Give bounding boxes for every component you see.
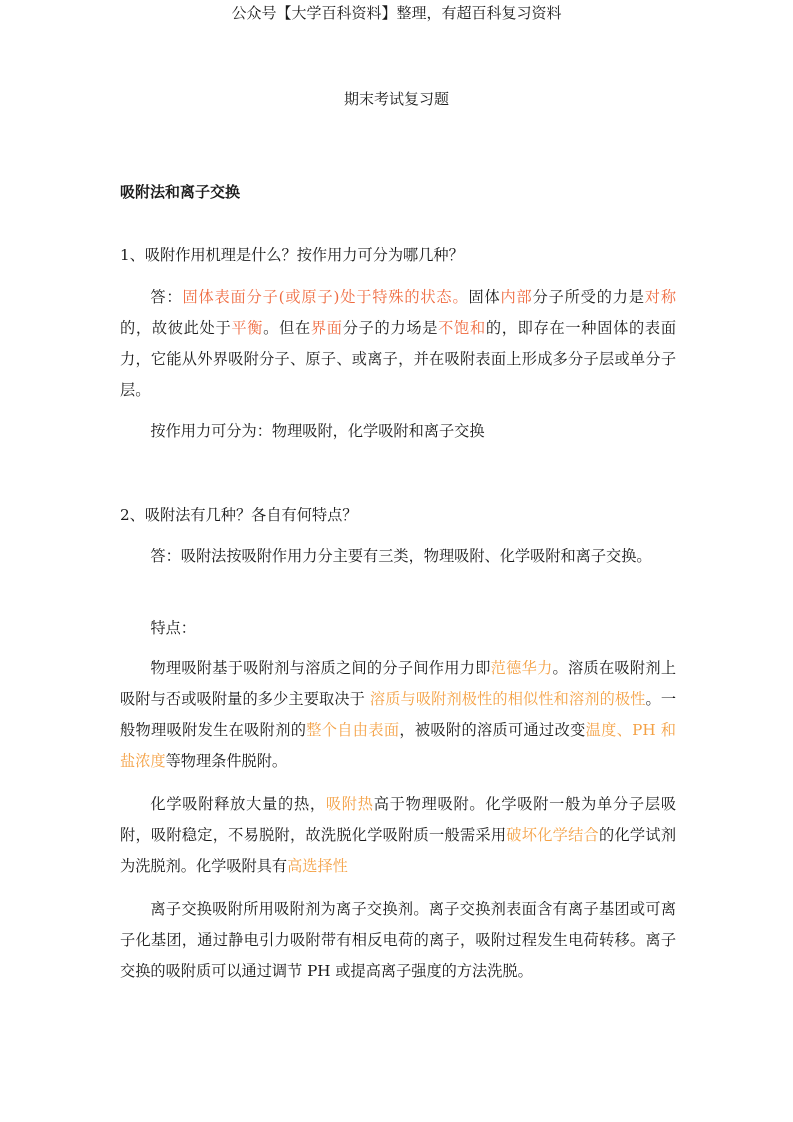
text-run: 2、吸附法有几种？各自有何特点？: [120, 506, 358, 524]
block-chemical-adsorption: [120, 789, 676, 882]
text-run: 。一般物理吸附发生在吸附剂的: [120, 690, 677, 739]
text-run: 高于物理吸附。化学吸附一般为单分子层吸附，吸附稳定，不易脱附，故洗脱化学吸附质一般需采用: [120, 795, 677, 844]
paragraph: [120, 541, 676, 572]
question: [120, 240, 676, 271]
highlighted-text: 破坏化学结合: [506, 826, 600, 844]
highlighted-text: 界面: [310, 319, 343, 337]
highlighted-text: 固体表面分子(或原子)处于特殊的状态。: [182, 288, 469, 306]
block-a1-types: [120, 416, 676, 447]
paragraph: [120, 416, 676, 447]
question: [120, 500, 676, 531]
text-run: 物理吸附基于吸附剂与溶质之间的分子间作用力即: [150, 659, 491, 677]
text-run: 。但在: [263, 319, 311, 337]
text-run: 1、吸附作用机理是什么？按作用力可分为哪几种？: [120, 246, 464, 264]
highlighted-text: 吸附热: [325, 795, 374, 813]
section-heading: 吸附法和离子交换: [120, 183, 241, 201]
document-title: 期末考试复习题: [343, 90, 449, 108]
text-run: 等物理条件脱附。: [165, 752, 288, 770]
text-run: 。溶质在吸附剂上吸附与否或吸附量的多少主要取决于: [120, 659, 677, 708]
text-run: 的，即存在一种固体的表面力，它能从外界吸附分子、原子、或离子，并在吸附表面上形成多分子层或单分子层。: [120, 319, 676, 399]
text-run: 固体: [468, 288, 501, 306]
highlighted-text: 温度、PH 和盐浓度: [120, 721, 676, 770]
text-run: 化学吸附释放大量的热，: [150, 795, 326, 813]
highlighted-text: 整个自由表面: [306, 721, 400, 739]
highlighted-text: 溶质与吸附剂极性的相似性和溶剂的极性: [369, 690, 646, 708]
paragraph: [120, 894, 676, 987]
block-q2: [120, 500, 676, 531]
paragraph: [120, 653, 676, 777]
text-run: 答：: [150, 288, 183, 306]
page-header: 公众号【大学百科资料】整理，有超百科复习资料: [231, 4, 562, 22]
paragraph: [120, 613, 676, 644]
highlighted-text: 平衡: [231, 319, 264, 337]
text-run: 离子交换吸附所用吸附剂为离子交换剂。离子交换剂表面含有离子基团或可离子化基团，通过静电引力吸附带有相反电荷的离子，吸附过程发生电荷转移。离子交换的吸附质可以通过调节 PH 或提高离子强度的方法洗脱。: [120, 900, 676, 980]
text-run: 的化学试剂为洗脱剂。化学吸附具有: [120, 826, 677, 875]
block-a2: [120, 541, 676, 572]
highlighted-text: 对称: [644, 288, 677, 306]
block-physical-adsorption: [120, 653, 676, 777]
text-run: 答：吸附法按吸附作用力分主要有三类，物理吸附、化学吸附和离子交换。: [150, 547, 652, 565]
paragraph: [120, 789, 676, 882]
text-run: 按作用力可分为：物理吸附，化学吸附和离子交换: [150, 422, 485, 440]
block-a1: [120, 282, 676, 406]
block-features-label: [120, 613, 676, 644]
text-run: 的，故彼此处于: [120, 319, 232, 337]
highlighted-text: 不饱和: [438, 319, 486, 337]
text-run: 分子所受的力是: [532, 288, 645, 306]
highlighted-text: 高选择性: [287, 857, 348, 875]
text-run: 分子的力场是: [342, 319, 439, 337]
text-run: 特点：: [150, 619, 196, 637]
block-q1: [120, 240, 676, 271]
highlighted-text: 内部: [500, 288, 533, 306]
block-ion-exchange: [120, 894, 676, 987]
highlighted-text: 范德华力: [490, 659, 553, 677]
text-run: ，被吸附的溶质可通过改变: [399, 721, 586, 739]
paragraph: [120, 282, 676, 406]
